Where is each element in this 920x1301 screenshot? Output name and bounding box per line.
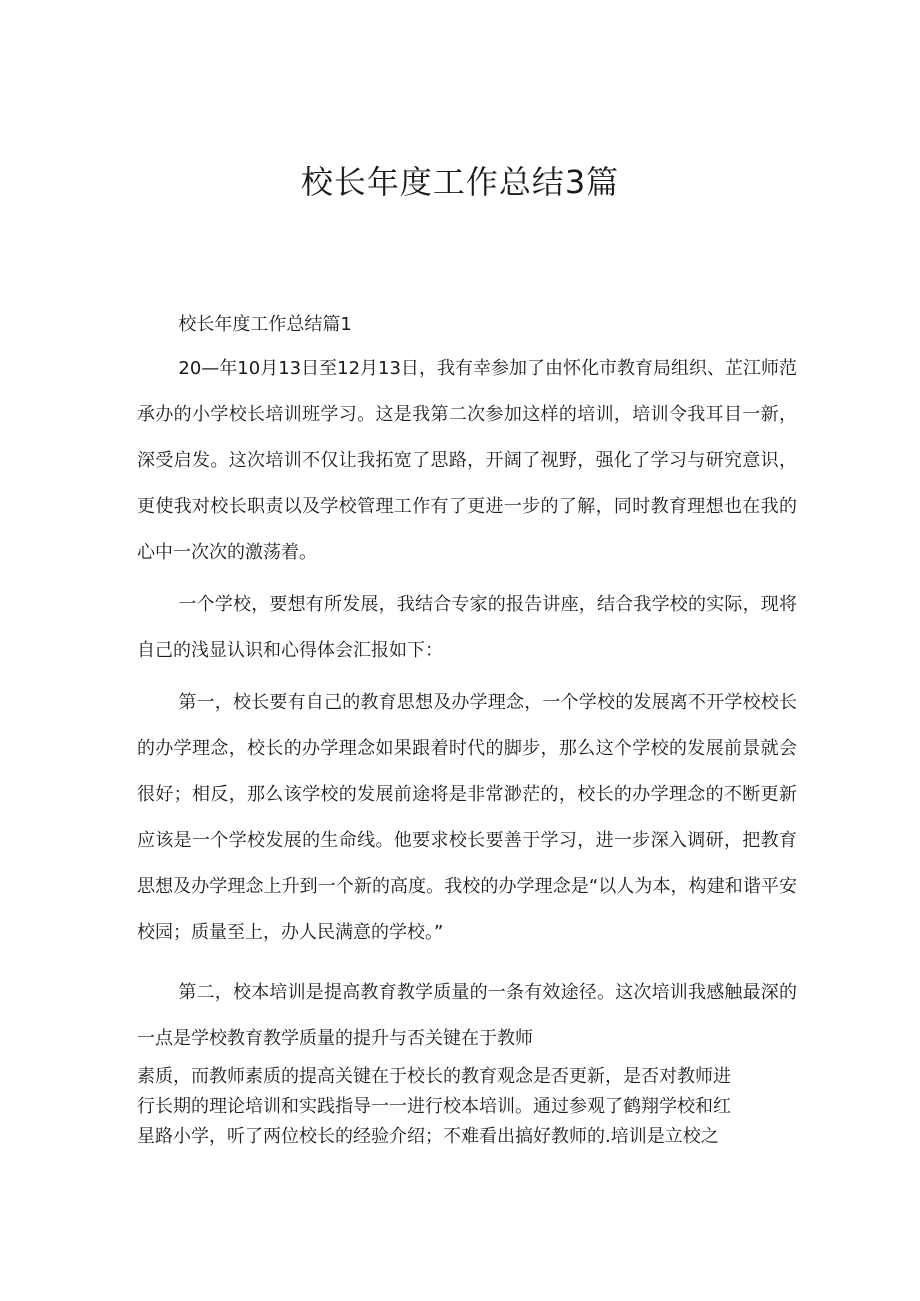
continuation-line: 行长期的理论培训和实践指导一一进行校本培训。通过参观了鹤翔学校和红 xyxy=(137,1096,731,1117)
paragraph-3: 第一，校长要有自己的教育思想及办学理念，一个学校的发展离不开学校校长的办学理念，校长的办学理念如果跟着时代的脚步，那么这个学校的发展前景就会很好；相反，那么该学校的发展前途将是非常渺茫的，校长的办学理念的不断更新应该是一个学校发展的生命线。他要求校长要善于学习，进一步深入调研，把教育思想及办学理念上升到一个新的高度。我校的办学理念是“以人为本，构建和谐平安校园；质量至上，办人民满意的学校。” xyxy=(137,692,797,943)
continuation-line: 星路小学，听了两位校长的经验介绍；不难看出搞好教师的.培训是立校之 xyxy=(137,1126,719,1147)
paragraph-2: 一个学校，要想有所发展，我结合专家的报告讲座，结合我学校的实际，现将自己的浅显认识和心得体会汇报如下： xyxy=(137,594,797,661)
paragraph-4-continuation xyxy=(137,1062,797,1152)
continuation-line: 素质，而教师素质的提高关键在于校长的教育观念是否更新，是否对教师进 xyxy=(137,1066,731,1087)
paragraph-1: 20—年10月13日至12月13日，我有幸参加了由怀化市教育局组织、芷江师范承办的小学校长培训班学习。这是我第二次参加这样的培训，培训令我耳目一新，深受启发。这次培训不仅让我拓宽了思路，开阔了视野，强化了学习与研究意识，更使我对校长职责以及学校管理工作有了更进一步的了解，同时教育理想也在我的心中一次次的激荡着。 xyxy=(137,358,797,563)
paragraph-4: 第二，校本培训是提高教育教学质量的一条有效途径。这次培训我感触最深的一点是学校教育教学质量的提升与否关键在于教师 xyxy=(137,982,797,1049)
section-subheading: 校长年度工作总结篇1 xyxy=(178,314,352,335)
document-title: 校长年度工作总结3篇 xyxy=(300,163,620,201)
document-body xyxy=(137,310,797,1152)
